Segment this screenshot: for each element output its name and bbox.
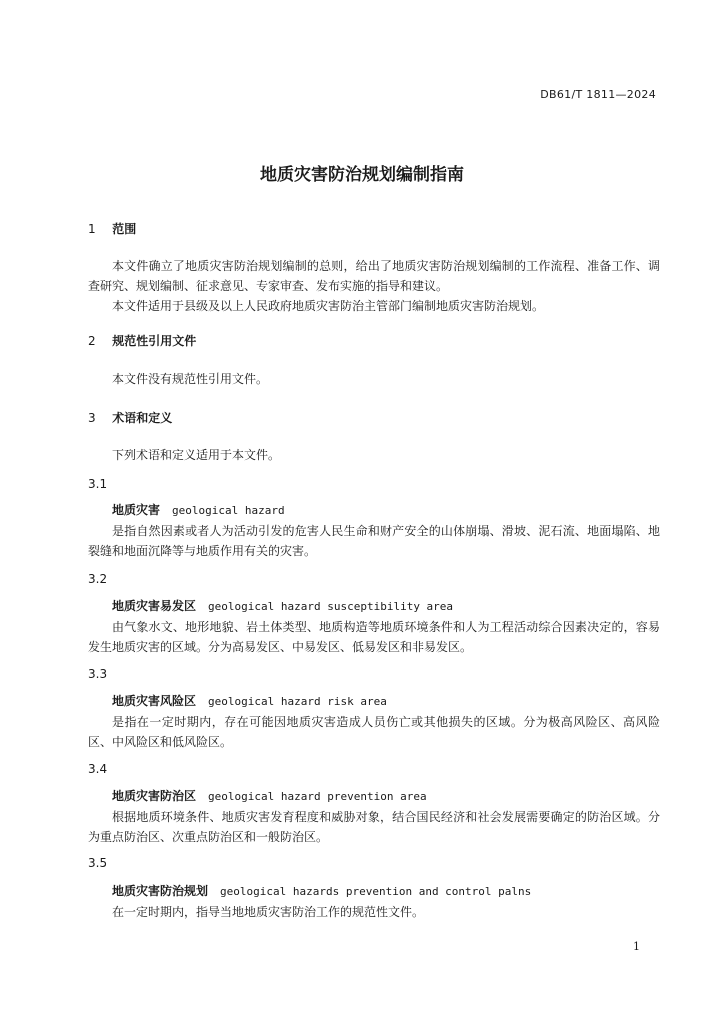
term-en: geological hazard [172,504,285,517]
page-title: 地质灾害防治规划编制指南 [260,165,464,185]
term-cn: 地质灾害 [112,503,161,517]
term-definition: 是指在一定时期内，存在可能因地质灾害造成人员伤亡或其他损失的区域。分为极高风险区、高风险区、中风险区和低风险区。 [88,715,660,749]
section-number: 2 [88,334,96,348]
section-title: 规范性引用文件 [112,334,197,348]
section-number: 3 [88,411,96,425]
term-3-5 [88,881,660,922]
section-title: 术语和定义 [112,411,173,425]
doc-code: DB61/T 1811—2024 [540,88,656,101]
term-3-3 [88,691,660,752]
term-3-5-number: 3.5 [88,856,108,870]
term-title [88,500,660,521]
term-3-4-number: 3.4 [88,762,108,776]
page-number: 1 [633,940,640,953]
section-number: 1 [88,222,96,236]
term-3-4 [88,786,660,847]
section-2-body [88,369,660,389]
term-cn: 地质灾害防治区 [112,789,197,803]
term-en: geological hazard susceptibility area [208,600,454,613]
term-cn: 地质灾害防治规划 [112,884,209,898]
paragraph: 本文件适用于县级及以上人民政府地质灾害防治主管部门编制地质灾害防治规划。 [112,299,545,313]
section-title: 范围 [112,222,137,236]
term-3-2 [88,596,660,657]
term-en: geological hazards prevention and control palns [220,885,532,898]
paragraph: 本文件没有规范性引用文件。 [112,372,269,386]
term-3-1 [88,500,660,561]
paragraph: 下列术语和定义适用于本文件。 [112,448,281,462]
section-3-body [88,445,660,465]
term-cn: 地质灾害风险区 [112,694,197,708]
term-title [88,881,660,902]
term-definition: 根据地质环境条件、地质灾害发育程度和威胁对象，结合国民经济和社会发展需要确定的防治区域。分为重点防治区、次重点防治区和一般防治区。 [88,810,660,844]
term-en: geological hazard risk area [208,695,387,708]
section-3-heading [88,409,172,426]
section-1-heading [88,220,136,237]
section-2-heading [88,332,196,349]
term-title [88,691,660,712]
section-1-body [88,256,660,316]
term-3-3-number: 3.3 [88,667,108,681]
term-cn: 地质灾害易发区 [112,599,197,613]
paragraph: 本文件确立了地质灾害防治规划编制的总则，给出了地质灾害防治规划编制的工作流程、准备工作、调查研究、规划编制、征求意见、专家审查、发布实施的指导和建议。 [88,259,660,293]
term-definition: 在一定时期内，指导当地地质灾害防治工作的规范性文件。 [112,905,425,919]
term-3-2-number: 3.2 [88,572,108,586]
term-title [88,786,660,807]
term-definition: 是指自然因素或者人为活动引发的危害人民生命和财产安全的山体崩塌、滑坡、泥石流、地面塌陷、地裂缝和地面沉降等与地质作用有关的灾害。 [88,524,660,558]
term-definition: 由气象水文、地形地貌、岩土体类型、地质构造等地质环境条件和人为工程活动综合因素决定的，容易发生地质灾害的区域。分为高易发区、中易发区、低易发区和非易发区。 [88,620,660,654]
term-title [88,596,660,617]
term-en: geological hazard prevention area [208,790,427,803]
term-3-1-number: 3.1 [88,477,108,491]
